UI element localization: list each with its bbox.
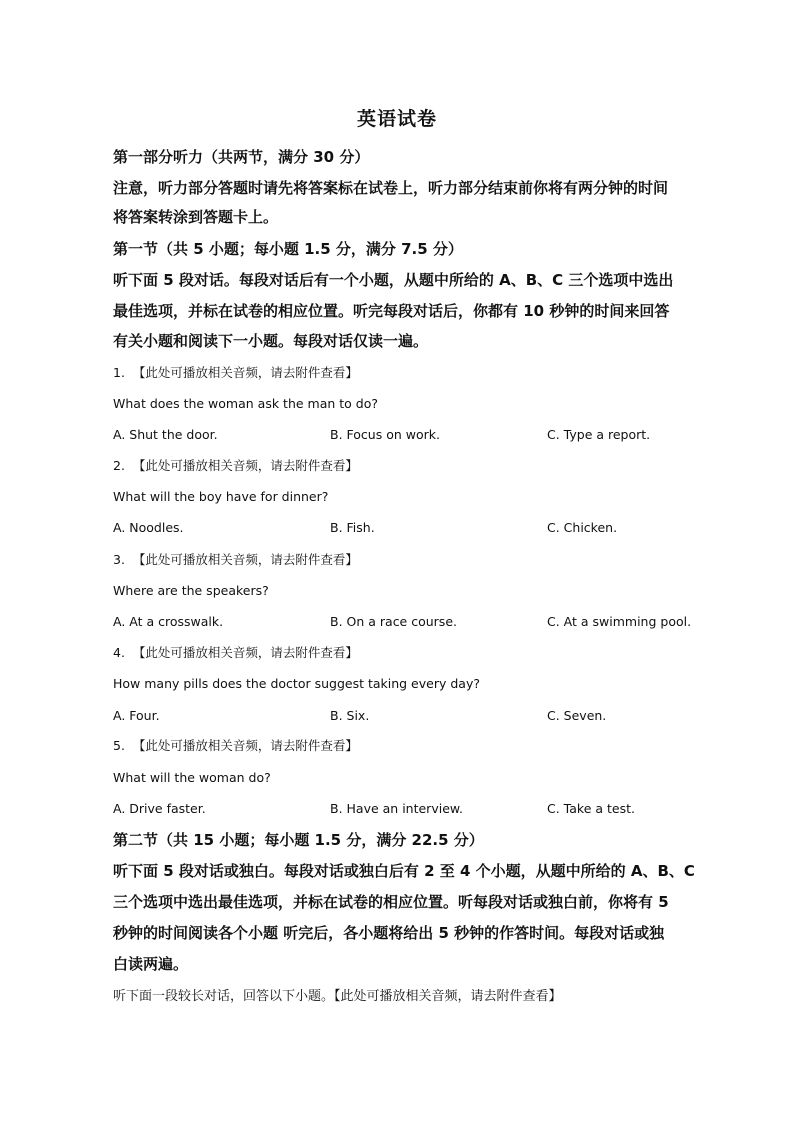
section1-instruction-2: 最佳选项，并标在试卷的相应位置。听完每段对话后，你都有 10 秒钟的时间来回答: [113, 302, 670, 320]
option-c: C. Type a report.: [547, 427, 651, 442]
question-5-audio: [113, 738, 703, 754]
option-a: A. Shut the door.: [113, 427, 218, 442]
question-2-audio: [113, 458, 703, 474]
question-number: 3.: [113, 552, 125, 567]
question-number: 1.: [113, 365, 125, 380]
option-b: B. Focus on work.: [330, 427, 440, 442]
question-1-audio: [113, 365, 703, 381]
section1-heading: 第一节（共 5 小题；每小题 1.5 分，满分 7.5 分）: [113, 240, 463, 258]
section2-note: 听下面一段较长对话，回答以下小题。【此处可播放相关音频，请去附件查看】: [113, 989, 562, 1004]
option-a: A. At a crosswalk.: [113, 614, 224, 629]
section2-instruction-2: 三个选项中选出最佳选项，并标在试卷的相应位置。听每段对话或独白前，你将有 5: [113, 893, 669, 911]
option-a: A. Noodles.: [113, 520, 184, 535]
option-a: A. Drive faster.: [113, 801, 206, 816]
audio-note: 【此处可播放相关音频，请去附件查看】: [132, 552, 358, 567]
section2-instruction-3: 秒钟的时间阅读各个小题 听完后，各小题将给出 5 秒钟的作答时间。每段对话或独: [113, 924, 665, 942]
section2-heading: 第二节（共 15 小题；每小题 1.5 分，满分 22.5 分）: [113, 831, 484, 849]
question-number: 4.: [113, 645, 125, 660]
section1-instruction-3: 有关小题和阅读下一小题。每段对话仅读一遍。: [113, 332, 429, 350]
question-4-options: [113, 708, 703, 724]
option-b: B. On a race course.: [330, 614, 457, 629]
audio-note: 【此处可播放相关音频，请去附件查看】: [132, 645, 358, 660]
option-c: C. Chicken.: [547, 520, 618, 535]
question-5-text: What will the woman do?: [113, 770, 271, 785]
question-2-options: [113, 520, 703, 536]
section2-instruction-1: 听下面 5 段对话或独白。每段对话或独白后有 2 至 4 个小题，从题中所给的 A、B、C: [113, 862, 695, 880]
question-5-options: [113, 801, 703, 817]
question-3-options: [113, 614, 703, 630]
option-c: C. At a swimming pool.: [547, 614, 692, 629]
audio-note: 【此处可播放相关音频，请去附件查看】: [132, 458, 358, 473]
audio-note: 【此处可播放相关音频，请去附件查看】: [132, 365, 358, 380]
question-number: 5.: [113, 738, 125, 753]
notice-line-1: 注意，听力部分答题时请先将答案标在试卷上，听力部分结束前你将有两分钟的时间: [113, 179, 669, 197]
exam-title: 英语试卷: [356, 108, 437, 130]
question-1-text: What does the woman ask the man to do?: [113, 396, 379, 411]
option-b: B. Have an interview.: [330, 801, 463, 816]
question-4-audio: [113, 645, 703, 661]
question-number: 2.: [113, 458, 125, 473]
option-c: C. Seven.: [547, 708, 607, 723]
part1-heading: 第一部分听力（共两节，满分 30 分）: [113, 148, 370, 166]
option-c: C. Take a test.: [547, 801, 635, 816]
question-3-audio: [113, 552, 703, 568]
section2-instruction-4: 白读两遍。: [113, 955, 189, 973]
question-4-text: How many pills does the doctor suggest taking every day?: [113, 676, 480, 691]
notice-line-2: 将答案转涂到答题卡上。: [113, 208, 279, 226]
option-b: B. Fish.: [330, 520, 375, 535]
option-a: A. Four.: [113, 708, 160, 723]
option-b: B. Six.: [330, 708, 370, 723]
question-3-text: Where are the speakers?: [113, 583, 269, 598]
audio-note: 【此处可播放相关音频，请去附件查看】: [132, 738, 358, 753]
question-2-text: What will the boy have for dinner?: [113, 489, 329, 504]
section1-instruction-1: 听下面 5 段对话。每段对话后有一个小题，从题中所给的 A、B、C 三个选项中选出: [113, 271, 674, 289]
question-1-options: [113, 427, 703, 443]
